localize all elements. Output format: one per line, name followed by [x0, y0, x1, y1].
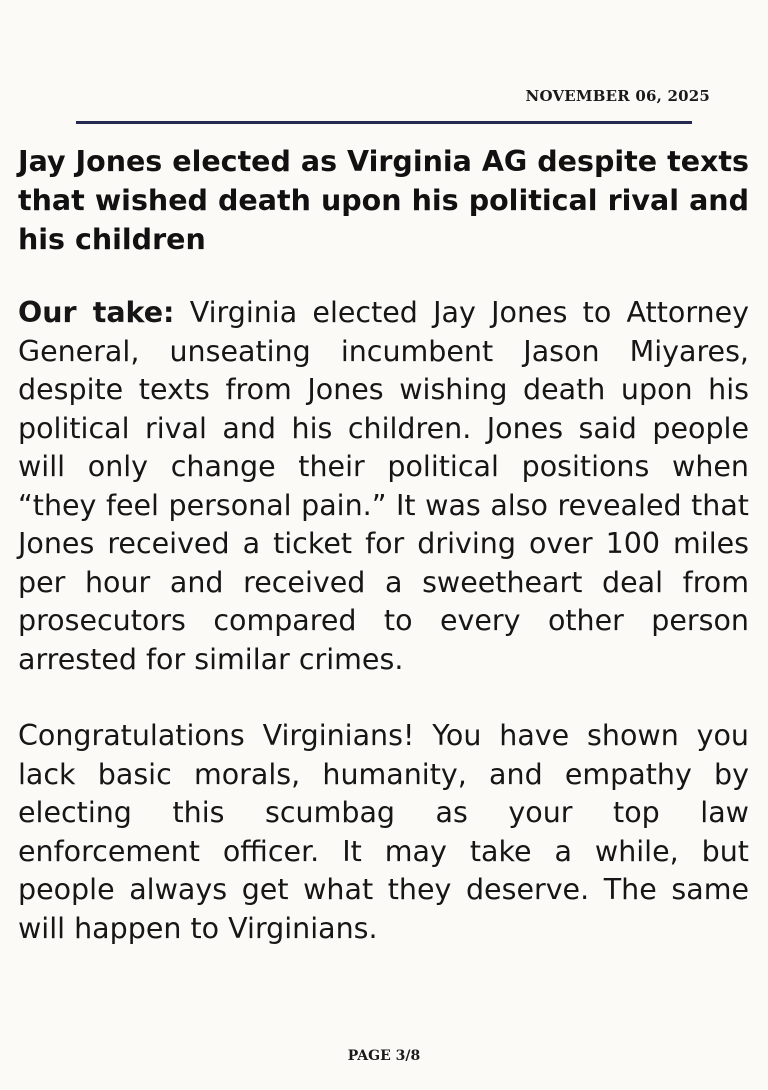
our-take-text: Virginia elected Jay Jones to Attorney General, unseating incumbent Jason Miyares, despite texts from Jones wishing death upon his political rival and his children. Jones said people will only change their political positions when “they feel personal pain.” It was also revealed that Jones received a ticket for driving over 100 miles per hour and received a sweetheart deal from prosecutors compared to every other person arrested for similar crimes. [18, 296, 750, 676]
page-number: PAGE 3/8 [347, 1048, 421, 1064]
our-take-label: Our take: [18, 296, 175, 329]
article-headline: Jay Jones elected as Virginia AG despite texts that wished death upon his political rival and his children [18, 145, 749, 256]
header-divider [76, 121, 692, 124]
article-date: NOVEMBER 06, 2025 [525, 87, 710, 105]
our-take-paragraph [18, 294, 749, 679]
commentary-paragraph: Congratulations Virginians! You have shown you lack basic morals, humanity, and empathy by electing this scumbag as your top law enforcement officer. It may take a while, but people always get what they deserve. The same will happen to Virginians. [18, 719, 749, 945]
